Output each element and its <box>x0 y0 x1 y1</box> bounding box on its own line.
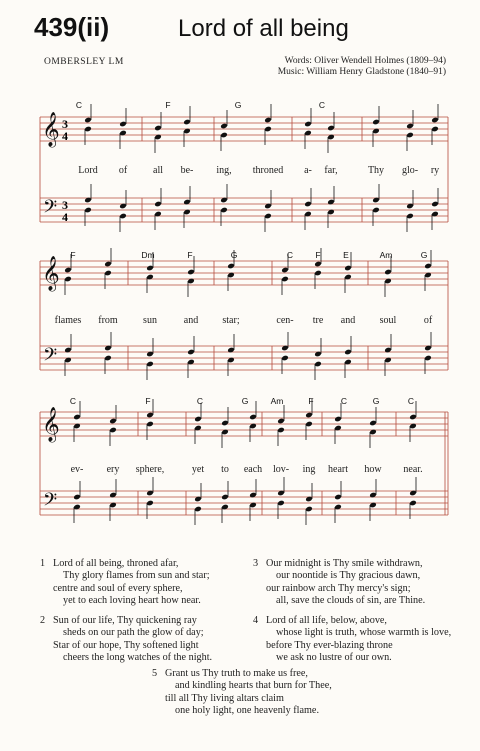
chord-symbol: Am <box>270 396 284 406</box>
lyric-syllable: near. <box>403 464 423 475</box>
treble-clef-icon: 𝄞 <box>42 112 60 147</box>
chord-symbol: F <box>145 396 151 406</box>
chord-symbol: Am <box>379 250 393 260</box>
hymn-title: Lord of all being <box>178 15 349 42</box>
lyric-syllable: a- <box>304 165 312 176</box>
verse-2 <box>40 615 213 664</box>
lyric-syllable: each <box>243 464 263 475</box>
chord-symbol: Dm <box>141 250 155 260</box>
verse-line: one holy light, one heavenly flame. <box>175 704 319 716</box>
verse-line: before Thy ever-blazing throne <box>266 639 393 651</box>
lyric-syllable: ev- <box>70 464 84 475</box>
lyric-syllable: ing <box>302 464 316 475</box>
verse-number: 1 <box>40 558 46 569</box>
verse-line: and kindling hearts that burn for Thee, <box>175 680 332 692</box>
verse-line: till all Thy living altars claim <box>165 692 284 704</box>
time-signature: 3 <box>62 117 68 131</box>
lyric-syllable: glo- <box>401 165 419 176</box>
treble-clef-icon: 𝄞 <box>42 407 60 442</box>
time-signature: 4 <box>62 210 68 224</box>
bass-clef-icon: 𝄢 <box>43 197 58 222</box>
lyric-syllable: star; <box>222 315 240 326</box>
music-system-2 <box>40 248 448 380</box>
chord-symbol: C <box>75 100 83 110</box>
chord-symbol: F <box>308 396 314 406</box>
lyric-syllable: flames <box>54 315 82 326</box>
verse-number: 4 <box>253 615 259 626</box>
chord-symbol: C <box>340 396 348 406</box>
chord-symbol: G <box>230 250 238 260</box>
lyric-syllable: and <box>183 315 199 326</box>
verse-line: Sun of our life, Thy quickening ray <box>53 615 197 626</box>
verse-line: Lord of all being, throned afar, <box>53 558 179 569</box>
verse-line: our rainbow arch Thy mercy's sign; <box>266 582 411 594</box>
verse-5 <box>152 668 332 717</box>
verse-line: Thy glory flames from sun and star; <box>63 570 210 582</box>
chord-symbol: C <box>318 100 326 110</box>
lyric-syllable: yet <box>191 464 205 475</box>
verse-line: Star of our hope, Thy softened light <box>53 639 199 651</box>
lyric-syllable: throned <box>252 165 284 176</box>
chord-symbol: C <box>196 396 204 406</box>
chord-symbol: G <box>420 250 428 260</box>
lyric-syllable: all <box>153 165 163 176</box>
lyric-syllable: ry <box>430 165 440 176</box>
treble-clef-icon: 𝄞 <box>42 256 60 291</box>
lyric-syllable: of <box>423 315 433 326</box>
music-credit: Music: William Henry Gladstone (1840–91) <box>277 67 446 77</box>
lyric-syllable: cen- <box>276 315 294 326</box>
chord-symbol: F <box>187 250 193 260</box>
lyric-syllable: to <box>221 464 229 475</box>
time-signature: 4 <box>62 129 68 143</box>
verse-line: sheds on our path the glow of day; <box>63 627 204 639</box>
verse-line: our noontide is Thy gracious dawn, <box>276 570 421 582</box>
verse-line: all, save the clouds of sin, are Thine. <box>276 594 426 606</box>
chord-symbol: E <box>343 250 349 260</box>
lyric-syllable: ery <box>106 464 120 475</box>
chord-symbol: G <box>372 396 380 406</box>
treble-staff <box>40 412 448 436</box>
chord-symbol: C <box>69 396 77 406</box>
verse-number: 2 <box>40 615 46 626</box>
lyric-syllable: heart <box>328 464 348 475</box>
verse-line: Our midnight is Thy smile withdrawn, <box>266 558 423 569</box>
verse-number: 3 <box>253 558 259 569</box>
lyric-syllable: Thy <box>367 165 385 176</box>
bass-clef-icon: 𝄢 <box>43 345 58 370</box>
hymn-number: 439(ii) <box>34 12 110 42</box>
verse-1 <box>40 558 210 607</box>
verse-line: yet to each loving heart how near. <box>63 594 201 606</box>
verse-line: cheers the long watches of the night. <box>63 651 213 663</box>
lyric-syllable: tre <box>312 315 324 326</box>
lyric-syllable: far, <box>324 165 338 176</box>
treble-staff <box>40 117 448 141</box>
bass-staff <box>40 491 448 515</box>
lyric-syllable: Lord <box>78 165 98 176</box>
verse-line: Lord of all life, below, above, <box>266 615 387 626</box>
chord-symbol: F <box>70 250 76 260</box>
verse-line: we ask no lustre of our own. <box>276 651 392 663</box>
lyric-syllable: ing, <box>216 165 232 176</box>
lyric-syllable: of <box>118 165 128 176</box>
bass-clef-icon: 𝄢 <box>43 490 58 515</box>
chord-symbol: C <box>407 396 415 406</box>
lyric-syllable: lov- <box>272 464 290 475</box>
verse-number: 5 <box>152 668 158 679</box>
words-credit: Words: Oliver Wendell Holmes (1809–94) <box>284 56 446 66</box>
lyric-syllable: sun <box>143 315 157 326</box>
lyric-syllable: and <box>340 315 356 326</box>
lyric-syllable: be- <box>180 165 194 176</box>
lyric-syllable: from <box>98 315 118 326</box>
music-system-3 <box>40 396 448 525</box>
verse-line: centre and soul of every sphere, <box>53 582 183 594</box>
time-signature: 3 <box>62 198 68 212</box>
chord-symbol: G <box>234 100 242 110</box>
tune-name: OMBERSLEY LM <box>44 57 124 67</box>
verse-4 <box>253 615 452 664</box>
verse-line: whose light is truth, whose warmth is love, <box>276 627 452 639</box>
lyric-syllable: sphere, <box>135 464 165 475</box>
chord-symbol: C <box>286 250 294 260</box>
verse-line: Grant us Thy truth to make us free, <box>165 668 308 679</box>
chord-symbol: F <box>315 250 321 260</box>
lyric-syllable: how <box>364 464 382 475</box>
chord-symbol: F <box>165 100 171 110</box>
verse-3 <box>253 558 426 607</box>
chord-symbol: G <box>241 396 249 406</box>
lyric-syllable: soul <box>379 315 397 326</box>
bass-staff <box>40 198 448 222</box>
music-system-1 <box>40 100 448 232</box>
